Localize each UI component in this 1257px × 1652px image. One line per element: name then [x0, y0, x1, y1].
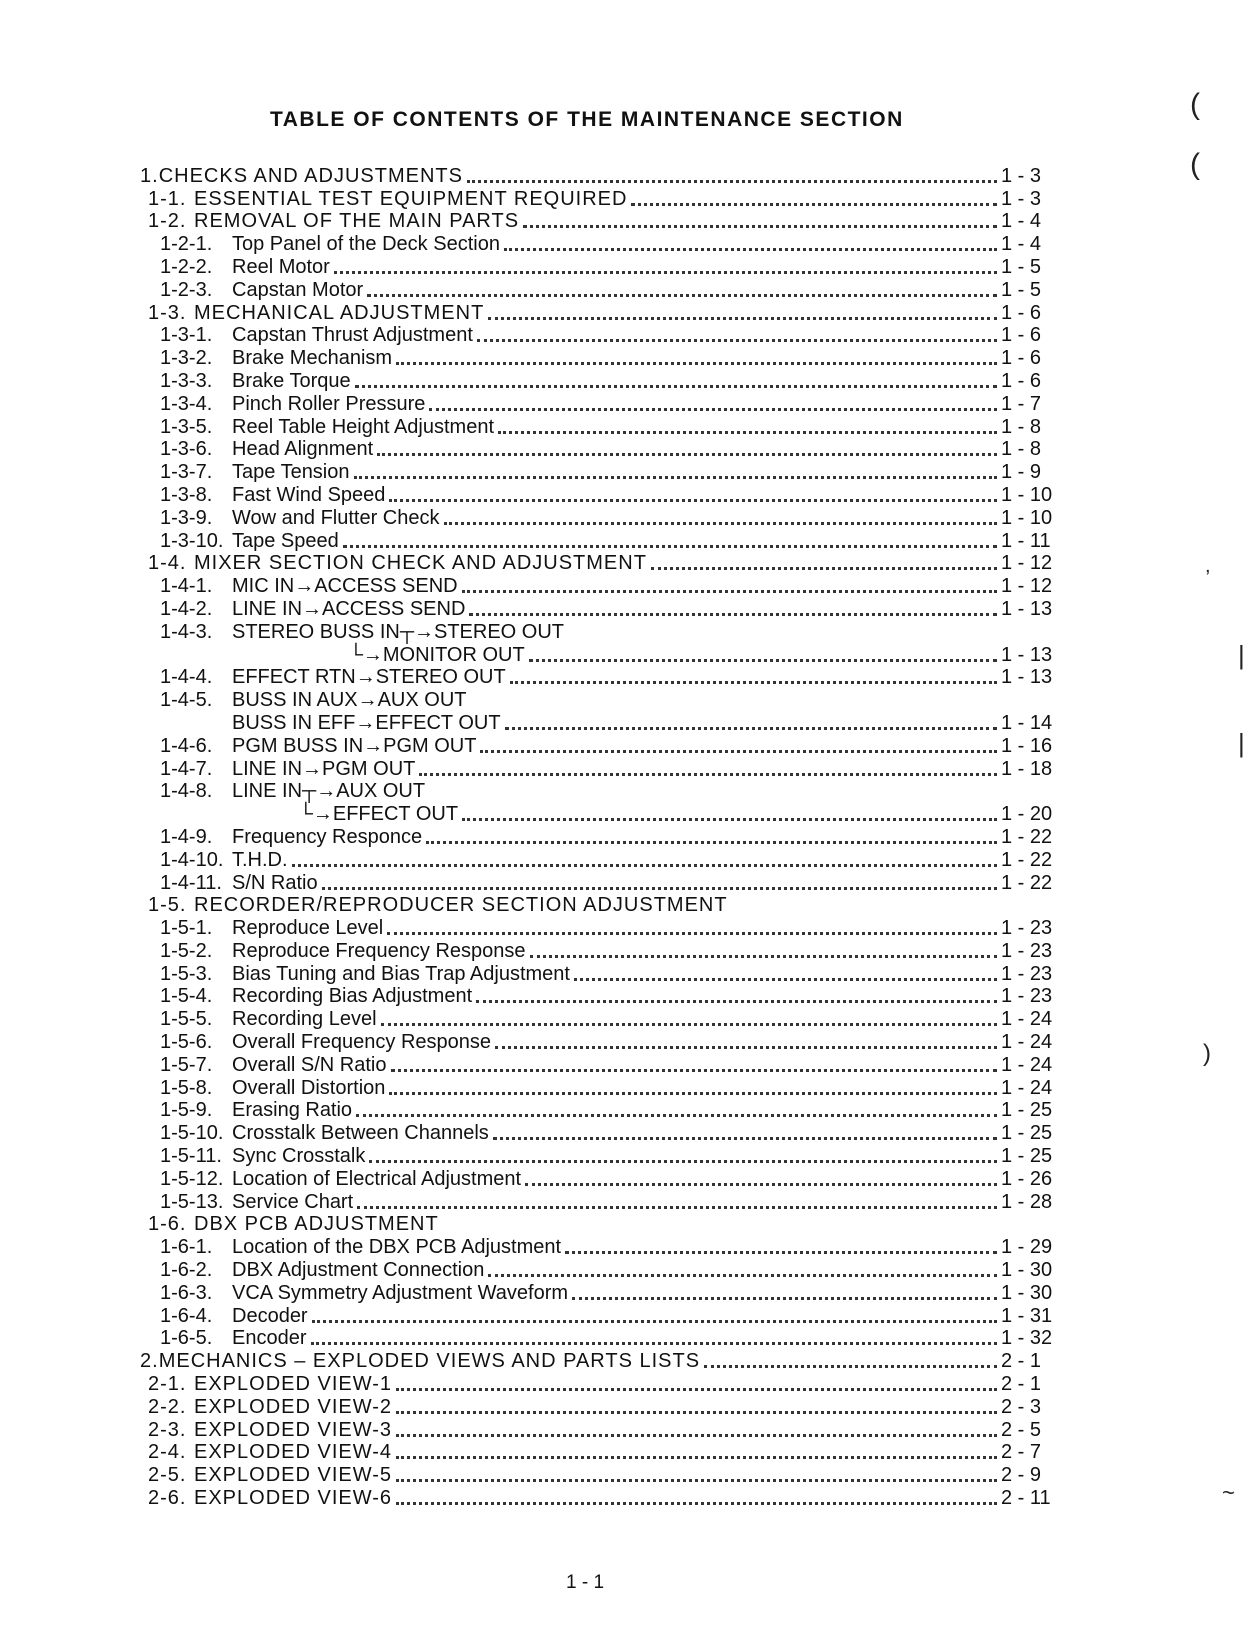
dot-leader — [495, 1045, 997, 1049]
toc-entry-page: 1 - 10 — [1001, 483, 1053, 506]
toc-entry-page: 1 - 6 — [1001, 324, 1042, 347]
toc-entry-page: 1 - 3 — [1001, 187, 1042, 210]
toc-entry-number: 1-4-9. — [160, 825, 213, 848]
toc-entry-number: 1-3-9. — [160, 506, 213, 529]
toc-entry-number: 1-5-4. — [160, 985, 213, 1008]
dot-leader — [396, 1501, 997, 1505]
toc-entry — [140, 1235, 1085, 1258]
toc-entry — [140, 802, 1085, 825]
toc-entry-title: Decoder — [232, 1304, 308, 1327]
toc-entry-title: Service Chart — [232, 1190, 354, 1213]
dot-leader — [426, 840, 997, 844]
toc-entry-page: 1 - 13 — [1001, 666, 1053, 689]
toc-entry-title: Erasing Ratio — [232, 1099, 353, 1122]
dot-leader — [504, 247, 997, 251]
dot-leader — [477, 338, 997, 342]
toc-entry — [140, 620, 1085, 643]
dot-leader — [389, 498, 997, 502]
toc-entry-page: 1 - 5 — [1001, 278, 1042, 301]
toc-entry-number: 1-6. — [148, 1213, 187, 1236]
toc-entry-page: 1 - 30 — [1001, 1259, 1053, 1282]
toc-entry-page: 1 - 23 — [1001, 917, 1053, 940]
toc-entry-page: 1 - 26 — [1001, 1167, 1053, 1190]
toc-entry — [140, 1099, 1085, 1122]
dot-leader — [523, 224, 997, 228]
toc-entry-number: 1-5-2. — [160, 939, 213, 962]
toc-entry-title: └→EFFECT OUT — [232, 803, 459, 826]
toc-entry-number: 2-2. — [148, 1395, 187, 1418]
toc-entry-page: 1 - 13 — [1001, 643, 1053, 666]
toc-entry-page: 2 - 1 — [1001, 1373, 1042, 1396]
toc-entry-number: 1-6-1. — [160, 1236, 213, 1259]
toc-entry — [140, 1121, 1085, 1144]
page-title: TABLE OF CONTENTS OF THE MAINTENANCE SECTION — [270, 108, 904, 131]
toc-entry-number: 1-4-11. — [160, 871, 222, 894]
toc-entry — [140, 825, 1085, 848]
scan-mark: , — [1205, 555, 1211, 577]
toc-entry-number: 1-3-10. — [160, 529, 224, 552]
dot-leader — [387, 931, 997, 935]
toc-entry-title: Recording Level — [232, 1008, 377, 1031]
toc-entry-page: 2 - 11 — [1001, 1487, 1051, 1510]
toc-entry-number: 1-4-2. — [160, 597, 213, 620]
toc-entry-title: Overall Frequency Response — [232, 1031, 492, 1054]
toc-entry-number: 1-6-5. — [160, 1327, 213, 1350]
dot-leader — [530, 954, 997, 958]
toc-entry — [140, 757, 1085, 780]
toc-entry — [140, 483, 1085, 506]
toc-entry-title: Top Panel of the Deck Section — [232, 233, 500, 256]
toc-entry-page: 1 - 22 — [1001, 848, 1053, 871]
toc-entry — [140, 255, 1085, 278]
dot-leader — [396, 1387, 997, 1391]
toc-entry-title: Fast Wind Speed — [232, 483, 386, 506]
toc-entry-number: 1-2-2. — [160, 255, 213, 278]
dot-leader — [498, 430, 997, 434]
toc-entry-page: 1 - 6 — [1001, 369, 1042, 392]
toc-entry-page: 2 - 9 — [1001, 1464, 1042, 1487]
dot-leader — [574, 977, 997, 981]
toc-entry-number: 1-4-1. — [160, 575, 213, 598]
toc-entry — [140, 187, 1085, 210]
toc-entry — [140, 1395, 1085, 1418]
toc-entry-number: 2-6. — [148, 1487, 187, 1510]
toc-entry-page: 2 - 7 — [1001, 1441, 1042, 1464]
toc-entry — [140, 1441, 1085, 1464]
toc-entry — [140, 1076, 1085, 1099]
toc-entry-title: BUSS IN AUX→AUX OUT — [232, 689, 467, 712]
toc-entry-title: Overall S/N Ratio — [232, 1053, 387, 1076]
toc-entry — [140, 1030, 1085, 1053]
dot-leader — [525, 1182, 997, 1186]
toc-entry — [140, 369, 1085, 392]
toc-entry-number: 1-4-8. — [160, 780, 213, 803]
toc-entry — [140, 666, 1085, 689]
toc-entry-title: T.H.D. — [232, 848, 288, 871]
toc-entry — [140, 1213, 1085, 1236]
toc-entry — [140, 848, 1085, 871]
toc-entry — [140, 1281, 1085, 1304]
toc-entry-title: MIXER SECTION CHECK AND ADJUSTMENT — [194, 552, 647, 575]
dot-leader — [572, 1296, 997, 1300]
dot-leader — [444, 521, 998, 525]
dot-leader — [469, 612, 997, 616]
toc-entry-title: Reel Table Height Adjustment — [232, 415, 495, 438]
toc-entry-number: 1-4. — [148, 552, 187, 575]
toc-entry-page: 1 - 29 — [1001, 1236, 1053, 1259]
dot-leader — [419, 772, 997, 776]
toc-entry — [140, 1304, 1085, 1327]
dot-leader — [480, 749, 997, 753]
toc-entry — [140, 1372, 1085, 1395]
toc-entry-title: Brake Torque — [232, 369, 351, 392]
toc-entry-page: 1 - 24 — [1001, 1053, 1053, 1076]
scan-mark: ~ — [1222, 1480, 1235, 1505]
toc-entry-page: 1 - 20 — [1001, 803, 1053, 826]
toc-entry — [140, 1190, 1085, 1213]
toc-entry — [140, 985, 1085, 1008]
toc-entry-number: 2-4. — [148, 1441, 187, 1464]
toc-entry-number: 1-5-10. — [160, 1122, 224, 1145]
toc-entry — [140, 278, 1085, 301]
toc-entry-number: 1-2. — [148, 210, 187, 233]
toc-entry-number: 1-5-11. — [160, 1145, 222, 1168]
dot-leader — [381, 1022, 997, 1026]
dot-leader — [334, 270, 997, 274]
toc-entry-page: 1 - 13 — [1001, 597, 1053, 620]
toc-entry-number: 1-5-13. — [160, 1190, 224, 1213]
dot-leader — [292, 863, 997, 867]
toc-entry-number: 1-5-12. — [160, 1167, 224, 1190]
toc-entry — [140, 415, 1085, 438]
toc-entry — [140, 1486, 1085, 1509]
toc-entry-title: MECHANICAL ADJUSTMENT — [194, 301, 485, 324]
toc-entry — [140, 529, 1085, 552]
toc-entry-title: Head Alignment — [232, 438, 374, 461]
toc-entry-title: Location of the DBX PCB Adjustment — [232, 1236, 562, 1259]
toc-entry-page: 1 - 22 — [1001, 871, 1053, 894]
toc-entry-page: 1 - 14 — [1001, 711, 1053, 734]
toc-entry-number: 1-3-4. — [160, 392, 213, 415]
toc-entry-page: 1 - 23 — [1001, 939, 1053, 962]
toc-entry — [140, 1418, 1085, 1441]
toc-entry-title: Capstan Thrust Adjustment — [232, 324, 473, 347]
toc-entry-page: 1 - 22 — [1001, 825, 1053, 848]
toc-entry — [140, 460, 1085, 483]
toc-entry-number: 1-2-1. — [160, 233, 213, 256]
toc-entry-title: STEREO BUSS IN┬→STEREO OUT — [232, 620, 564, 643]
toc-entry — [140, 210, 1085, 233]
dot-leader — [311, 1341, 998, 1345]
toc-entry-title: Tape Speed — [232, 529, 339, 552]
toc-entry-number: 1-6-2. — [160, 1259, 213, 1282]
toc-entry-title: PGM BUSS IN→PGM OUT — [232, 734, 477, 757]
toc-entry-number: 1-4-6. — [160, 734, 213, 757]
toc-entry — [140, 324, 1085, 347]
toc-entry-page: 2 - 5 — [1001, 1418, 1042, 1441]
toc-entry-page: 1 - 23 — [1001, 985, 1053, 1008]
dot-leader — [429, 407, 997, 411]
toc-entry-page: 1 - 11 — [1001, 529, 1051, 552]
toc-entry — [140, 962, 1085, 985]
dot-leader — [488, 316, 997, 320]
dot-leader — [396, 1410, 997, 1414]
dot-leader — [529, 658, 997, 662]
toc-entry — [140, 301, 1085, 324]
toc-entry-page: 1 - 24 — [1001, 1031, 1053, 1054]
toc-entry-title: EXPLODED VIEW-2 — [194, 1395, 393, 1418]
toc-entry-title: Crosstalk Between Channels — [232, 1122, 489, 1145]
toc-entry-title: └→MONITOR OUT — [232, 643, 525, 666]
toc-entry-title: RECORDER/REPRODUCER SECTION ADJUSTMENT — [194, 894, 728, 917]
toc-entry-page: 1 - 25 — [1001, 1099, 1053, 1122]
toc-entry-page: 1 - 24 — [1001, 1076, 1053, 1099]
toc-entry-title: Location of Electrical Adjustment — [232, 1167, 522, 1190]
toc-entry-page: 1 - 24 — [1001, 1008, 1053, 1031]
toc-entry-number: 1-5-5. — [160, 1008, 213, 1031]
toc-entry-number: 1-5-1. — [160, 917, 213, 940]
dot-leader — [322, 886, 997, 890]
toc-entry-number: 1-5-9. — [160, 1099, 213, 1122]
scan-mark: | — [1238, 728, 1245, 758]
toc-entry-title: DBX PCB ADJUSTMENT — [194, 1213, 439, 1236]
dot-leader — [396, 1455, 997, 1459]
toc-entry-title: REMOVAL OF THE MAIN PARTS — [194, 210, 520, 233]
toc-entry — [140, 1463, 1085, 1486]
dot-leader — [510, 680, 997, 684]
toc-entry — [140, 1007, 1085, 1030]
toc-entry-title: S/N Ratio — [232, 871, 318, 894]
toc-entry — [140, 597, 1085, 620]
toc-entry-page: 1 - 16 — [1001, 734, 1053, 757]
toc-entry-title: MECHANICS – EXPLODED VIEWS AND PARTS LISTS — [158, 1350, 701, 1373]
toc-entry-page: 1 - 25 — [1001, 1122, 1053, 1145]
toc-entry-title: MIC IN→ACCESS SEND — [232, 575, 458, 598]
toc-entry-title: EXPLODED VIEW-3 — [194, 1418, 393, 1441]
toc-entry-number: 1-4-5. — [160, 689, 213, 712]
toc-entry-page: 1 - 8 — [1001, 415, 1042, 438]
toc-entry-title: EFFECT RTN→STEREO OUT — [232, 666, 506, 689]
toc-entry-page: 1 - 5 — [1001, 255, 1042, 278]
toc-entry-number: 1-3-2. — [160, 347, 213, 370]
toc-entry-number: 1. — [140, 164, 159, 187]
toc-entry-title: Reproduce Frequency Response — [232, 939, 526, 962]
toc-entry-title: EXPLODED VIEW-5 — [194, 1464, 393, 1487]
toc-entry-number: 2-3. — [148, 1418, 187, 1441]
toc-entry-title: ESSENTIAL TEST EQUIPMENT REQUIRED — [194, 187, 628, 210]
dot-leader — [389, 1091, 997, 1095]
dot-leader — [651, 566, 997, 570]
dot-leader — [396, 1478, 997, 1482]
toc-entry-title: LINE IN→ACCESS SEND — [232, 597, 466, 620]
toc-entry-title: EXPLODED VIEW-6 — [194, 1487, 393, 1510]
dot-leader — [704, 1364, 997, 1368]
toc-entry-page: 1 - 6 — [1001, 347, 1042, 370]
toc-entry-number: 1-5-8. — [160, 1076, 213, 1099]
toc-entry-page: 1 - 6 — [1001, 301, 1042, 324]
toc-entry — [140, 780, 1085, 803]
dot-leader — [565, 1250, 997, 1254]
toc-entry-page: 1 - 23 — [1001, 962, 1053, 985]
toc-entry-number: 1-5. — [148, 894, 187, 917]
toc-entry — [140, 1144, 1085, 1167]
toc-entry — [140, 711, 1085, 734]
toc-entry — [140, 916, 1085, 939]
toc-entry-number: 2-1. — [148, 1373, 187, 1396]
toc-entry — [140, 939, 1085, 962]
dot-leader — [462, 817, 997, 821]
scan-mark: ( — [1190, 88, 1200, 121]
scan-mark: ) — [1203, 1040, 1211, 1067]
dot-leader — [467, 179, 997, 183]
toc-entry-page: 1 - 10 — [1001, 506, 1053, 529]
toc-entry-number: 1-5-7. — [160, 1053, 213, 1076]
toc-entry-page: 1 - 12 — [1001, 552, 1053, 575]
dot-leader — [312, 1319, 997, 1323]
toc-entry — [140, 552, 1085, 575]
toc-entry — [140, 438, 1085, 461]
toc-entry — [140, 1053, 1085, 1076]
toc-entry-page: 1 - 30 — [1001, 1281, 1053, 1304]
toc-entry-number: 1-3-1. — [160, 324, 213, 347]
toc-entry-number: 1-4-4. — [160, 666, 213, 689]
toc-entry-page: 1 - 8 — [1001, 438, 1042, 461]
dot-leader — [505, 726, 997, 730]
toc-entry-number: 1-3-8. — [160, 483, 213, 506]
toc-entry — [140, 346, 1085, 369]
toc-entry — [140, 1258, 1085, 1281]
toc-entry — [140, 1167, 1085, 1190]
toc-entry-title: LINE IN→PGM OUT — [232, 757, 416, 780]
toc-entry-number: 1-4-10. — [160, 848, 224, 871]
dot-leader — [354, 475, 998, 479]
toc-entry-number: 1-3. — [148, 301, 187, 324]
toc-entry-title: CHECKS AND ADJUSTMENTS — [158, 164, 463, 187]
dot-leader — [396, 361, 997, 365]
toc-entry-page: 1 - 28 — [1001, 1190, 1053, 1213]
toc-entry-number: 1-3-3. — [160, 369, 213, 392]
toc-entry-title: Bias Tuning and Bias Trap Adjustment — [232, 962, 570, 985]
toc-entry-title: Frequency Responce — [232, 825, 423, 848]
toc-entry-number: 1-4-7. — [160, 757, 213, 780]
toc-entry-number: 1-3-7. — [160, 461, 213, 484]
toc-entry-number: 1-5-3. — [160, 962, 213, 985]
toc-entry-title: Brake Mechanism — [232, 347, 393, 370]
toc-entry-title: Overall Distortion — [232, 1076, 386, 1099]
toc-entry-number: 1-6-3. — [160, 1281, 213, 1304]
dot-leader — [377, 452, 997, 456]
toc-entry — [140, 871, 1085, 894]
toc-entry-title: Wow and Flutter Check — [232, 506, 440, 529]
toc-entry-page: 2 - 1 — [1001, 1350, 1042, 1373]
toc-entry-title: EXPLODED VIEW-1 — [194, 1373, 393, 1396]
toc-entry-number: 1-5-6. — [160, 1031, 213, 1054]
toc-entry-page: 1 - 32 — [1001, 1327, 1053, 1350]
toc-entry-page: 1 - 4 — [1001, 233, 1042, 256]
toc-entry-title: Sync Crosstalk — [232, 1145, 366, 1168]
dot-leader — [462, 589, 997, 593]
dot-leader — [488, 1273, 997, 1277]
toc-entry-page: 1 - 31 — [1001, 1304, 1053, 1327]
toc-entry-title: DBX Adjustment Connection — [232, 1259, 485, 1282]
toc-entry — [140, 506, 1085, 529]
scan-mark: ( — [1190, 148, 1200, 181]
dot-leader — [355, 384, 997, 388]
toc-entry — [140, 894, 1085, 917]
toc-entry-title: BUSS IN EFF→EFFECT OUT — [232, 711, 501, 734]
toc-entry — [140, 1349, 1085, 1372]
toc-entry-page: 1 - 18 — [1001, 757, 1053, 780]
table-of-contents — [140, 164, 1085, 1509]
toc-entry-title: EXPLODED VIEW-4 — [194, 1441, 393, 1464]
dot-leader — [343, 544, 997, 548]
toc-entry-title: Reel Motor — [232, 255, 330, 278]
toc-entry-number: 1-6-4. — [160, 1304, 213, 1327]
toc-entry-page: 1 - 25 — [1001, 1145, 1053, 1168]
toc-entry-title: Pinch Roller Pressure — [232, 392, 426, 415]
toc-entry-title: VCA Symmetry Adjustment Waveform — [232, 1281, 569, 1304]
dot-leader — [356, 1113, 997, 1117]
toc-entry-number: 1-3-6. — [160, 438, 213, 461]
dot-leader — [369, 1159, 997, 1163]
toc-entry-number: 1-1. — [148, 187, 187, 210]
dot-leader — [357, 1205, 997, 1209]
toc-entry — [140, 1327, 1085, 1350]
toc-entry — [140, 232, 1085, 255]
page-number: 1 - 1 — [566, 1572, 605, 1593]
toc-entry-number: 1-4-3. — [160, 620, 213, 643]
dot-leader — [367, 293, 997, 297]
toc-entry — [140, 392, 1085, 415]
dot-leader — [476, 999, 997, 1003]
toc-entry-page: 2 - 3 — [1001, 1395, 1042, 1418]
toc-entry — [140, 688, 1085, 711]
toc-entry — [140, 734, 1085, 757]
toc-entry-page: 1 - 7 — [1001, 392, 1042, 415]
toc-entry-page: 1 - 4 — [1001, 210, 1042, 233]
toc-entry — [140, 164, 1085, 187]
toc-entry — [140, 643, 1085, 666]
dot-leader — [493, 1136, 997, 1140]
toc-entry-title: Encoder — [232, 1327, 307, 1350]
toc-entry-title: LINE IN┬→AUX OUT — [232, 780, 426, 803]
dot-leader — [396, 1433, 997, 1437]
toc-entry-page: 1 - 3 — [1001, 164, 1042, 187]
toc-entry-number: 1-3-5. — [160, 415, 213, 438]
toc-entry-title: Recording Bias Adjustment — [232, 985, 473, 1008]
toc-entry-number: 2-5. — [148, 1464, 187, 1487]
dot-leader — [391, 1068, 998, 1072]
dot-leader — [631, 202, 997, 206]
toc-entry-number: 1-2-3. — [160, 278, 213, 301]
scan-mark: | — [1238, 640, 1245, 670]
toc-entry — [140, 574, 1085, 597]
toc-entry-title: Tape Tension — [232, 461, 350, 484]
toc-entry-title: Reproduce Level — [232, 917, 384, 940]
toc-entry-number: 2. — [140, 1350, 159, 1373]
toc-entry-page: 1 - 9 — [1001, 461, 1042, 484]
toc-entry-page: 1 - 12 — [1001, 575, 1053, 598]
toc-entry-title: Capstan Motor — [232, 278, 364, 301]
